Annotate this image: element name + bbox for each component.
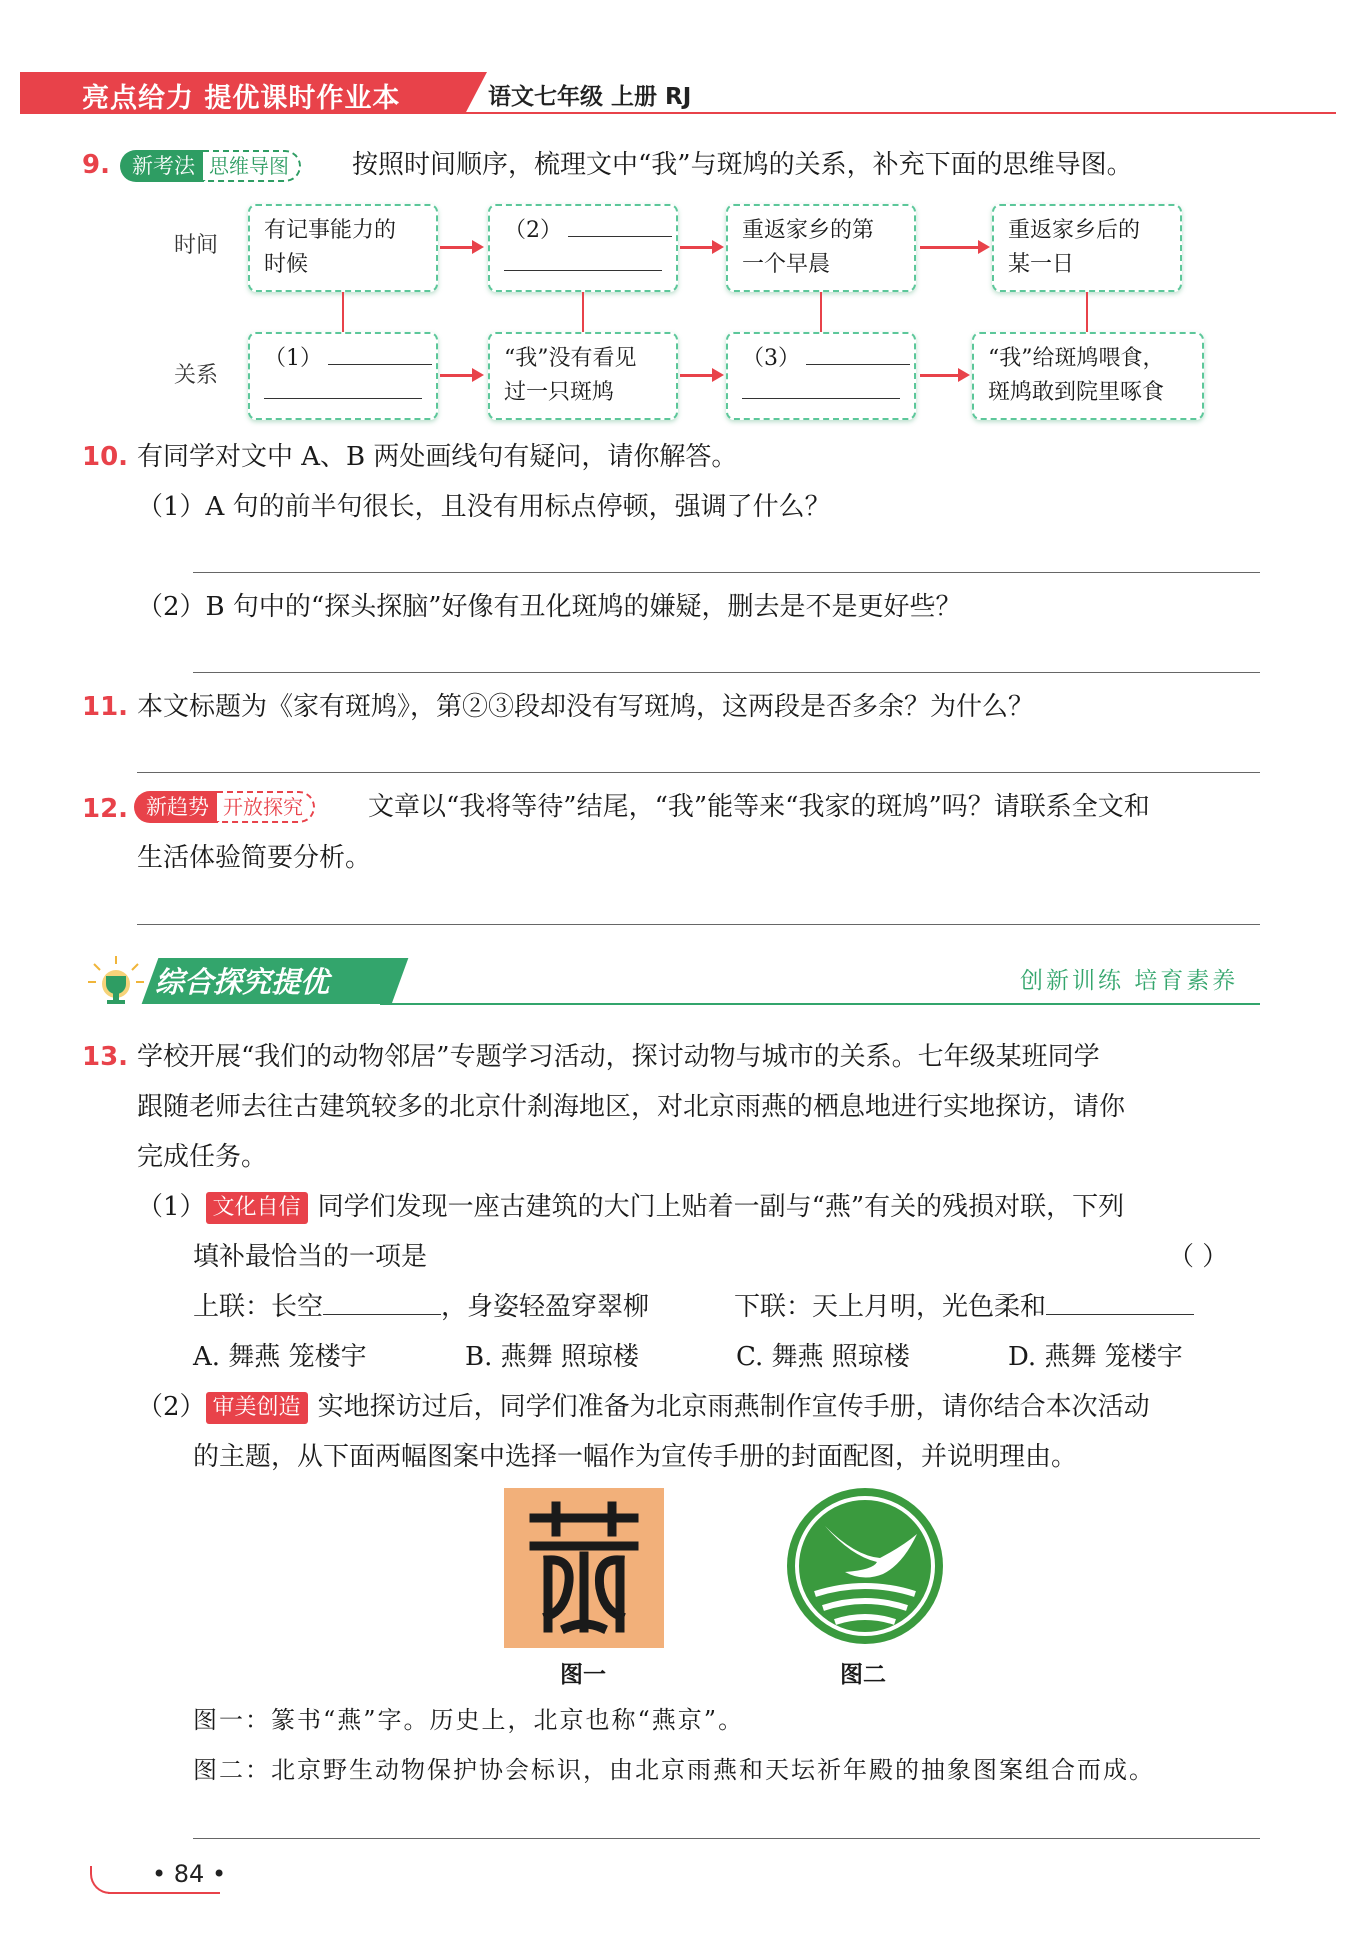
connector-line <box>1086 292 1088 332</box>
time-box-1 <box>248 204 438 292</box>
relation-box-4-line1: “我”给斑鸠喂食， <box>988 346 1165 371</box>
relation-box-1[interactable] <box>248 332 438 420</box>
figure-2-label: 图二 <box>840 1662 886 1688</box>
relation-box-3-blank-2[interactable] <box>742 376 900 399</box>
relation-box-2 <box>488 332 678 420</box>
couplet-lower <box>734 1282 1194 1332</box>
part-2-line2: 的主题，从下面两幅图案中选择一幅作为宣传手册的封面配图，并说明理由。 <box>193 1442 1078 1472</box>
question-13-number: 13. <box>82 1042 129 1072</box>
page-number-decoration <box>90 1866 124 1894</box>
relation-box-4 <box>972 332 1204 420</box>
subject-info: 语文七年级 上册 RJ <box>488 84 692 110</box>
arrow-right-icon <box>680 246 714 249</box>
question-13-line1: 学校开展“我们的动物邻居”专题学习活动，探讨动物与城市的关系。七年级某班同学 <box>137 1042 1100 1072</box>
part-1-prefix: （1） <box>137 1192 206 1222</box>
time-box-2-blank[interactable] <box>568 214 672 237</box>
option-a[interactable]: A. 舞燕 笼楼宇 <box>193 1342 367 1372</box>
page-number: • 84 • <box>152 1860 227 1888</box>
couplet-lower-text: 下联：天上月明，光色柔和 <box>734 1292 1047 1322</box>
relation-box-1-blank[interactable] <box>328 342 432 365</box>
answer-line[interactable] <box>193 672 1260 673</box>
question-12-text-line1: 文章以“我将等待”结尾，“我”能等来“我家的斑鸠”吗？请联系全文和 <box>368 792 1150 822</box>
relation-box-2-line2: 过一只斑鸠 <box>504 380 615 405</box>
relation-box-4-line2: 斑鸠敢到院里啄食 <box>988 380 1165 405</box>
tag-new-trend: 新趋势 <box>134 791 217 823</box>
option-d[interactable]: D. 燕舞 笼楼宇 <box>1008 1342 1183 1372</box>
couplet-upper <box>193 1282 649 1332</box>
tag-mind-map: 思维导图 <box>203 150 301 182</box>
couplet-upper-a: 上联：长空 <box>193 1292 324 1322</box>
figure-1-label: 图一 <box>560 1662 606 1688</box>
answer-line[interactable] <box>137 924 1260 925</box>
question-12-tag <box>134 791 315 823</box>
time-box-2[interactable] <box>488 204 678 292</box>
part-2-line1 <box>137 1382 1150 1432</box>
time-box-3-line1: 重返家乡的第 <box>742 218 875 243</box>
question-13-line2: 跟随老师去往古建筑较多的北京什刹海地区，对北京雨燕的栖息地进行实地探访，请你 <box>137 1092 1126 1122</box>
tag-open-inquiry: 开放探究 <box>217 791 315 823</box>
header-banner-tail <box>465 72 487 114</box>
connector-line <box>820 292 822 332</box>
figure-1-caption: 图一：篆书“燕”字。历史上，北京也称“燕京”。 <box>193 1706 745 1734</box>
part-2-text: 实地探访过后，同学们准备为北京雨燕制作宣传手册，请你结合本次活动 <box>317 1392 1150 1422</box>
option-b[interactable]: B. 燕舞 照琼楼 <box>465 1342 639 1372</box>
time-box-4-line1: 重返家乡后的 <box>1008 218 1141 243</box>
relation-box-1-blank-2[interactable] <box>264 376 422 399</box>
tag-aesthetic-creation: 审美创造 <box>206 1392 308 1424</box>
relation-box-1-label: （1） <box>264 346 322 371</box>
arrow-right-icon <box>440 246 474 249</box>
arrow-right-icon <box>920 246 980 249</box>
answer-line[interactable] <box>137 772 1260 773</box>
arrow-right-icon <box>680 374 714 377</box>
question-10-sub2: （2）B 句中的“探头探脑”好像有丑化斑鸠的嫌疑，删去是不是更好些？ <box>137 592 962 622</box>
tag-cultural-confidence: 文化自信 <box>206 1192 308 1224</box>
question-9-number: 9. <box>82 150 110 180</box>
header-rule <box>460 112 1336 114</box>
couplet-upper-b: ，身姿轻盈穿翠柳 <box>441 1292 650 1322</box>
part-1-text: 同学们发现一座古建筑的大门上贴着一副与“燕”有关的残损对联，下列 <box>317 1192 1125 1222</box>
question-13-line3: 完成任务。 <box>137 1142 268 1172</box>
question-12-number: 12. <box>82 794 129 824</box>
time-box-4-line2: 某一日 <box>1008 252 1075 277</box>
question-11-text: 本文标题为《家有斑鸠》，第②③段却没有写斑鸠，这两段是否多余？为什么？ <box>137 692 1035 722</box>
time-box-1-line2: 时候 <box>264 252 309 277</box>
connector-line <box>582 292 584 332</box>
time-box-3-line2: 一个早晨 <box>742 252 831 277</box>
mindmap-relation-label: 关系 <box>174 363 219 388</box>
answer-paren[interactable]: （ ） <box>1168 1242 1229 1272</box>
mindmap-time-label: 时间 <box>174 233 219 258</box>
time-box-1-line1: 有记事能力的 <box>264 218 397 243</box>
question-10-text: 有同学对文中 A、B 两处画线句有疑问，请你解答。 <box>137 442 738 472</box>
part-1-line2: 填补最恰当的一项是 <box>193 1242 428 1272</box>
answer-line[interactable] <box>193 1838 1260 1839</box>
question-9-tag <box>120 150 301 182</box>
question-10-number: 10. <box>82 442 129 472</box>
trophy-icon <box>84 952 148 1010</box>
question-9-text: 按照时间顺序，梳理文中“我”与斑鸠的关系，补充下面的思维导图。 <box>352 150 1133 180</box>
answer-line[interactable] <box>193 572 1260 573</box>
figure-2-caption: 图二：北京野生动物保护协会标识，由北京雨燕和天坛祈年殿的抽象图案组合而成。 <box>193 1756 1155 1784</box>
question-10-sub1: （1）A 句的前半句很长，且没有用标点停顿，强调了什么？ <box>137 492 831 522</box>
time-box-2-blank-2[interactable] <box>504 248 662 271</box>
arrow-right-icon <box>440 374 474 377</box>
seal-character-yan-icon <box>504 1488 664 1648</box>
relation-box-3-blank[interactable] <box>806 342 910 365</box>
time-box-4 <box>992 204 1182 292</box>
relation-box-2-line1: “我”没有看见 <box>504 346 637 371</box>
section-title: 综合探究提优 <box>155 965 330 999</box>
relation-box-3-label: （3） <box>742 346 800 371</box>
arrow-right-icon <box>920 374 960 377</box>
question-12-text-line2: 生活体验简要分析。 <box>137 843 372 873</box>
option-c[interactable]: C. 舞燕 照琼楼 <box>736 1342 910 1372</box>
time-box-2-label: （2） <box>504 218 562 243</box>
relation-box-3[interactable] <box>726 332 916 420</box>
part-2-prefix: （2） <box>137 1392 206 1422</box>
couplet-upper-blank[interactable] <box>323 1284 441 1315</box>
page-number-rule <box>108 1892 220 1894</box>
tag-new-method: 新考法 <box>120 150 203 182</box>
section-slogan: 创新训练 培育素养 <box>1020 968 1239 994</box>
figure-1-seal-character <box>504 1488 664 1648</box>
figure-2-swallow-logo-icon <box>785 1486 945 1646</box>
series-title: 亮点给力 提优课时作业本 <box>82 83 401 114</box>
question-11-number: 11. <box>82 692 129 722</box>
connector-line <box>342 292 344 332</box>
section-rule <box>380 1003 1260 1005</box>
part-1-line1 <box>137 1182 1124 1232</box>
couplet-lower-blank[interactable] <box>1046 1284 1194 1315</box>
time-box-3 <box>726 204 916 292</box>
